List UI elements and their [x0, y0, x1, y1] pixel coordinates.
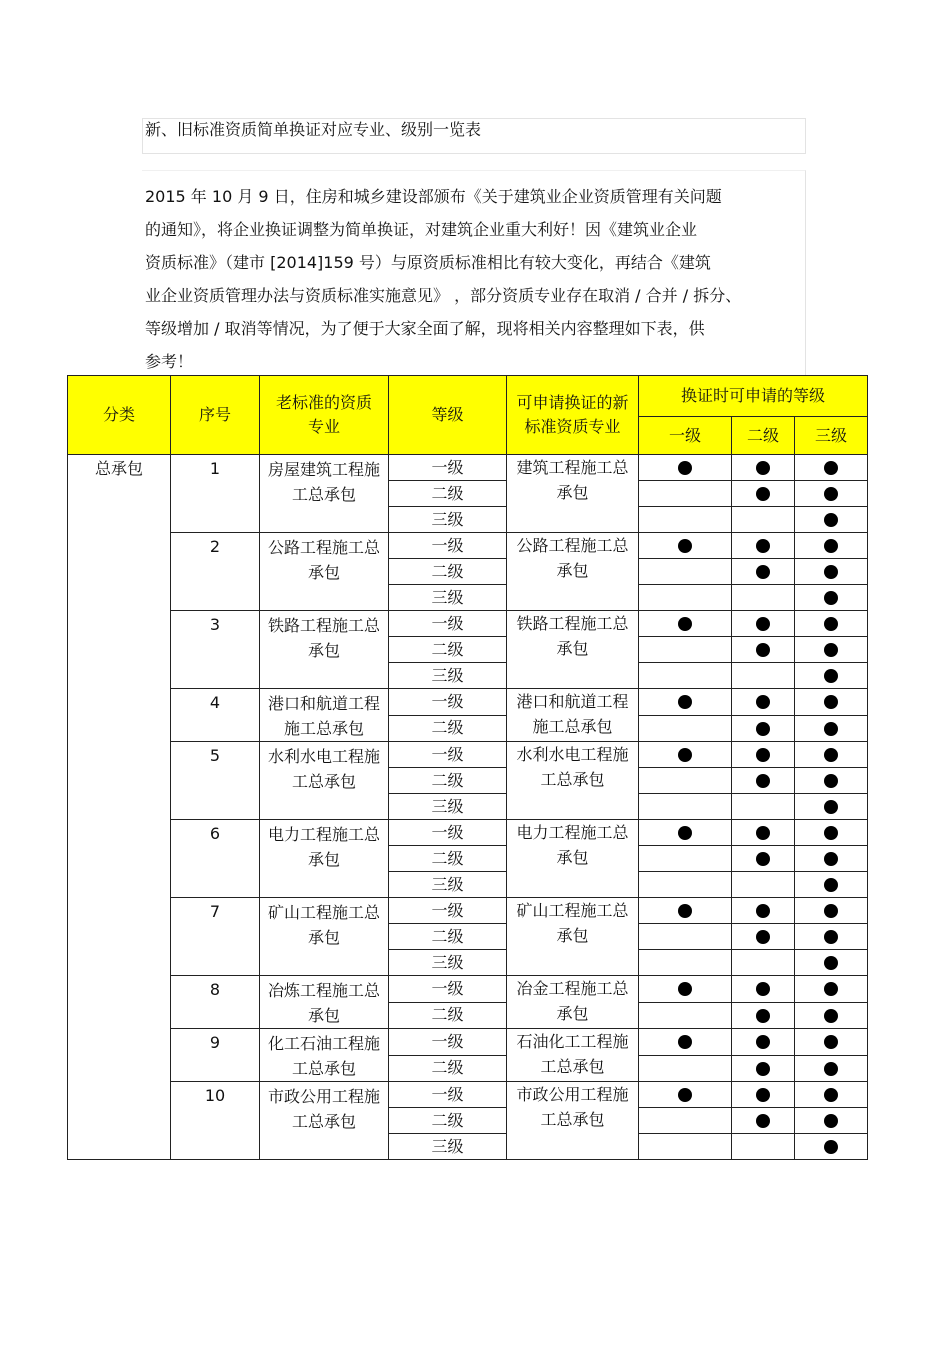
level-1-cell: [639, 585, 732, 611]
grade-cell: 二级: [389, 1055, 507, 1082]
level-1-cell: [639, 689, 732, 716]
applicable-dot-icon: [678, 617, 692, 631]
level-2-cell: [732, 507, 795, 533]
applicable-dot-icon: [824, 1088, 838, 1102]
level-1-cell: [639, 1134, 732, 1160]
seq-cell: 7: [171, 898, 260, 976]
grade-cell: 一级: [389, 533, 507, 559]
intro-line: 参考！: [145, 352, 194, 371]
level-3-cell: [795, 872, 868, 898]
applicable-dot-icon: [756, 774, 770, 788]
level-2-cell: [732, 585, 795, 611]
new-qualification-cell: 石油化工工程施工总承包: [507, 1029, 639, 1082]
grade-cell: 三级: [389, 950, 507, 976]
grade-cell: 一级: [389, 1082, 507, 1108]
applicable-dot-icon: [756, 748, 770, 762]
applicable-dot-icon: [756, 826, 770, 840]
level-2-cell: [732, 872, 795, 898]
applicable-dot-icon: [756, 1035, 770, 1049]
level-1-cell: [639, 1055, 732, 1082]
grade-cell: 二级: [389, 481, 507, 507]
applicable-dot-icon: [824, 722, 838, 736]
qualification-table: [67, 375, 868, 1160]
level-1-cell: [639, 1082, 732, 1108]
new-qualification-cell: 水利水电工程施工总承包: [507, 742, 639, 820]
applicable-dot-icon: [756, 643, 770, 657]
new-qualification-cell: 电力工程施工总承包: [507, 820, 639, 898]
applicable-dot-icon: [824, 826, 838, 840]
new-qualification-cell: 公路工程施工总承包: [507, 533, 639, 611]
new-qualification-cell: 矿山工程施工总承包: [507, 898, 639, 976]
level-2-cell: [732, 820, 795, 846]
level-1-cell: [639, 455, 732, 481]
applicable-dot-icon: [756, 695, 770, 709]
level-2-cell: [732, 533, 795, 559]
level-1-cell: [639, 846, 732, 872]
old-qualification-cell: 房屋建筑工程施工总承包: [260, 455, 389, 533]
level-3-cell: [795, 1108, 868, 1134]
seq-cell: 1: [171, 455, 260, 533]
level-1-cell: [639, 742, 732, 768]
applicable-dot-icon: [824, 852, 838, 866]
old-qualification-cell: 化工石油工程施工总承包: [260, 1029, 389, 1082]
header-category: 分类: [68, 376, 171, 455]
level-3-cell: [795, 715, 868, 742]
applicable-dot-icon: [824, 617, 838, 631]
grade-cell: 二级: [389, 715, 507, 742]
header-grade: 等级: [389, 376, 507, 455]
applicable-dot-icon: [824, 956, 838, 970]
applicable-dot-icon: [824, 695, 838, 709]
grade-cell: 三级: [389, 1134, 507, 1160]
applicable-dot-icon: [824, 591, 838, 605]
grade-cell: 三级: [389, 794, 507, 820]
header-level-3: 三级: [795, 417, 868, 455]
old-qualification-cell: 水利水电工程施工总承包: [260, 742, 389, 820]
level-1-cell: [639, 820, 732, 846]
level-2-cell: [732, 663, 795, 689]
seq-cell: 4: [171, 689, 260, 742]
level-2-cell: [732, 1029, 795, 1056]
level-1-cell: [639, 1029, 732, 1056]
grade-cell: 一级: [389, 820, 507, 846]
grade-cell: 二级: [389, 924, 507, 950]
applicable-dot-icon: [678, 982, 692, 996]
applicable-dot-icon: [824, 904, 838, 918]
level-3-cell: [795, 559, 868, 585]
grade-cell: 一级: [389, 976, 507, 1003]
applicable-dot-icon: [824, 643, 838, 657]
grade-cell: 二级: [389, 637, 507, 663]
header-new-qualification: 可申请换证的新标准资质专业: [507, 376, 639, 455]
applicable-dot-icon: [824, 513, 838, 527]
level-2-cell: [732, 846, 795, 872]
level-1-cell: [639, 950, 732, 976]
grade-cell: 二级: [389, 768, 507, 794]
grade-cell: 一级: [389, 898, 507, 924]
grade-cell: 二级: [389, 1108, 507, 1134]
level-1-cell: [639, 663, 732, 689]
level-1-cell: [639, 507, 732, 533]
grade-cell: 一级: [389, 742, 507, 768]
old-qualification-cell: 市政公用工程施工总承包: [260, 1082, 389, 1160]
level-3-cell: [795, 1082, 868, 1108]
old-qualification-cell: 电力工程施工总承包: [260, 820, 389, 898]
level-1-cell: [639, 1108, 732, 1134]
level-2-cell: [732, 976, 795, 1003]
grade-cell: 三级: [389, 663, 507, 689]
level-3-cell: [795, 663, 868, 689]
header-level-1: 一级: [639, 417, 732, 455]
level-1-cell: [639, 924, 732, 950]
page-title: 新、旧标准资质简单换证对应专业、级别一览表: [145, 120, 482, 139]
table-row: [68, 898, 868, 924]
level-3-cell: [795, 507, 868, 533]
level-1-cell: [639, 768, 732, 794]
level-2-cell: [732, 1082, 795, 1108]
level-2-cell: [732, 715, 795, 742]
level-3-cell: [795, 794, 868, 820]
applicable-dot-icon: [824, 1009, 838, 1023]
table-body: [68, 455, 868, 1160]
table-row: [68, 820, 868, 846]
level-2-cell: [732, 559, 795, 585]
table-row: [68, 611, 868, 637]
table-row: [68, 1029, 868, 1056]
level-2-cell: [732, 768, 795, 794]
grade-cell: 二级: [389, 559, 507, 585]
applicable-dot-icon: [824, 878, 838, 892]
level-3-cell: [795, 976, 868, 1003]
new-qualification-cell: 市政公用工程施工总承包: [507, 1082, 639, 1160]
level-3-cell: [795, 1029, 868, 1056]
old-qualification-cell: 矿山工程施工总承包: [260, 898, 389, 976]
level-2-cell: [732, 742, 795, 768]
level-3-cell: [795, 1002, 868, 1029]
level-2-cell: [732, 950, 795, 976]
level-3-cell: [795, 585, 868, 611]
applicable-dot-icon: [824, 487, 838, 501]
level-3-cell: [795, 481, 868, 507]
category-cell: 总承包: [68, 455, 171, 1160]
level-1-cell: [639, 1002, 732, 1029]
level-1-cell: [639, 637, 732, 663]
level-2-cell: [732, 924, 795, 950]
seq-cell: 2: [171, 533, 260, 611]
level-3-cell: [795, 1134, 868, 1160]
level-1-cell: [639, 898, 732, 924]
applicable-dot-icon: [824, 748, 838, 762]
applicable-dot-icon: [824, 461, 838, 475]
applicable-dot-icon: [824, 982, 838, 996]
level-2-cell: [732, 1134, 795, 1160]
grade-cell: 三级: [389, 585, 507, 611]
table-row: [68, 742, 868, 768]
header-seq: 序号: [171, 376, 260, 455]
level-2-cell: [732, 1002, 795, 1029]
level-2-cell: [732, 794, 795, 820]
level-1-cell: [639, 976, 732, 1003]
applicable-dot-icon: [678, 695, 692, 709]
level-3-cell: [795, 742, 868, 768]
seq-cell: 9: [171, 1029, 260, 1082]
applicable-dot-icon: [756, 1088, 770, 1102]
table-row: [68, 1082, 868, 1108]
table-row: [68, 533, 868, 559]
intro-line: 等级增加 / 取消等情况，为了便于大家全面了解，现将相关内容整理如下表，供: [145, 319, 705, 338]
grade-cell: 一级: [389, 689, 507, 716]
applicable-dot-icon: [824, 930, 838, 944]
seq-cell: 10: [171, 1082, 260, 1160]
applicable-dot-icon: [678, 539, 692, 553]
level-1-cell: [639, 481, 732, 507]
applicable-dot-icon: [824, 774, 838, 788]
grade-cell: 二级: [389, 1002, 507, 1029]
level-2-cell: [732, 637, 795, 663]
applicable-dot-icon: [824, 800, 838, 814]
seq-cell: 8: [171, 976, 260, 1029]
applicable-dot-icon: [756, 852, 770, 866]
level-3-cell: [795, 950, 868, 976]
applicable-dot-icon: [678, 826, 692, 840]
applicable-dot-icon: [756, 487, 770, 501]
level-3-cell: [795, 846, 868, 872]
new-qualification-cell: 冶金工程施工总承包: [507, 976, 639, 1029]
level-2-cell: [732, 611, 795, 637]
header-applicable-levels: 换证时可申请的等级: [639, 376, 868, 417]
header-level-2: 二级: [732, 417, 795, 455]
old-qualification-cell: 铁路工程施工总承包: [260, 611, 389, 689]
applicable-dot-icon: [678, 461, 692, 475]
level-1-cell: [639, 611, 732, 637]
new-qualification-cell: 建筑工程施工总承包: [507, 455, 639, 533]
header-old-qualification: 老标准的资质专业: [260, 376, 389, 455]
applicable-dot-icon: [824, 1062, 838, 1076]
level-2-cell: [732, 481, 795, 507]
level-3-cell: [795, 533, 868, 559]
level-2-cell: [732, 1108, 795, 1134]
applicable-dot-icon: [756, 722, 770, 736]
applicable-dot-icon: [824, 1114, 838, 1128]
level-2-cell: [732, 1055, 795, 1082]
new-qualification-cell: 港口和航道工程施工总承包: [507, 689, 639, 742]
level-1-cell: [639, 872, 732, 898]
applicable-dot-icon: [756, 982, 770, 996]
applicable-dot-icon: [824, 539, 838, 553]
level-2-cell: [732, 898, 795, 924]
table-row: [68, 976, 868, 1003]
applicable-dot-icon: [824, 565, 838, 579]
new-qualification-cell: 铁路工程施工总承包: [507, 611, 639, 689]
grade-cell: 二级: [389, 846, 507, 872]
applicable-dot-icon: [824, 1035, 838, 1049]
grade-cell: 一级: [389, 455, 507, 481]
level-1-cell: [639, 794, 732, 820]
level-2-cell: [732, 455, 795, 481]
applicable-dot-icon: [756, 1009, 770, 1023]
level-3-cell: [795, 689, 868, 716]
intro-paragraph: [145, 180, 817, 378]
intro-line: 的通知》，将企业换证调整为简单换证，对建筑企业重大利好！因《建筑业企业: [145, 220, 698, 239]
seq-cell: 6: [171, 820, 260, 898]
level-3-cell: [795, 611, 868, 637]
seq-cell: 5: [171, 742, 260, 820]
level-3-cell: [795, 924, 868, 950]
old-qualification-cell: 冶炼工程施工总承包: [260, 976, 389, 1029]
old-qualification-cell: 公路工程施工总承包: [260, 533, 389, 611]
level-3-cell: [795, 820, 868, 846]
applicable-dot-icon: [756, 930, 770, 944]
grade-cell: 三级: [389, 507, 507, 533]
applicable-dot-icon: [756, 904, 770, 918]
intro-line: 2015 年 10 月 9 日，住房和城乡建设部颁布《关于建筑业企业资质管理有关问题: [145, 187, 722, 206]
level-3-cell: [795, 455, 868, 481]
level-3-cell: [795, 768, 868, 794]
applicable-dot-icon: [678, 904, 692, 918]
table-row: [68, 689, 868, 716]
grade-cell: 三级: [389, 872, 507, 898]
table-row: [68, 455, 868, 481]
level-3-cell: [795, 1055, 868, 1082]
level-1-cell: [639, 715, 732, 742]
intro-line: 业企业资质管理办法与资质标准实施意见》 ，部分资质专业存在取消 / 合并 / 拆分、: [145, 286, 742, 305]
level-1-cell: [639, 559, 732, 585]
applicable-dot-icon: [678, 1035, 692, 1049]
seq-cell: 3: [171, 611, 260, 689]
applicable-dot-icon: [756, 1062, 770, 1076]
applicable-dot-icon: [756, 617, 770, 631]
grade-cell: 一级: [389, 611, 507, 637]
level-2-cell: [732, 689, 795, 716]
applicable-dot-icon: [756, 1114, 770, 1128]
level-1-cell: [639, 533, 732, 559]
applicable-dot-icon: [756, 565, 770, 579]
grade-cell: 一级: [389, 1029, 507, 1056]
applicable-dot-icon: [756, 539, 770, 553]
level-3-cell: [795, 637, 868, 663]
applicable-dot-icon: [678, 1088, 692, 1102]
applicable-dot-icon: [756, 461, 770, 475]
applicable-dot-icon: [678, 748, 692, 762]
level-3-cell: [795, 898, 868, 924]
applicable-dot-icon: [824, 669, 838, 683]
old-qualification-cell: 港口和航道工程施工总承包: [260, 689, 389, 742]
intro-line: 资质标准》（建市 [2014]159 号）与原资质标准相比有较大变化，再结合《建筑: [145, 253, 711, 272]
applicable-dot-icon: [824, 1140, 838, 1154]
